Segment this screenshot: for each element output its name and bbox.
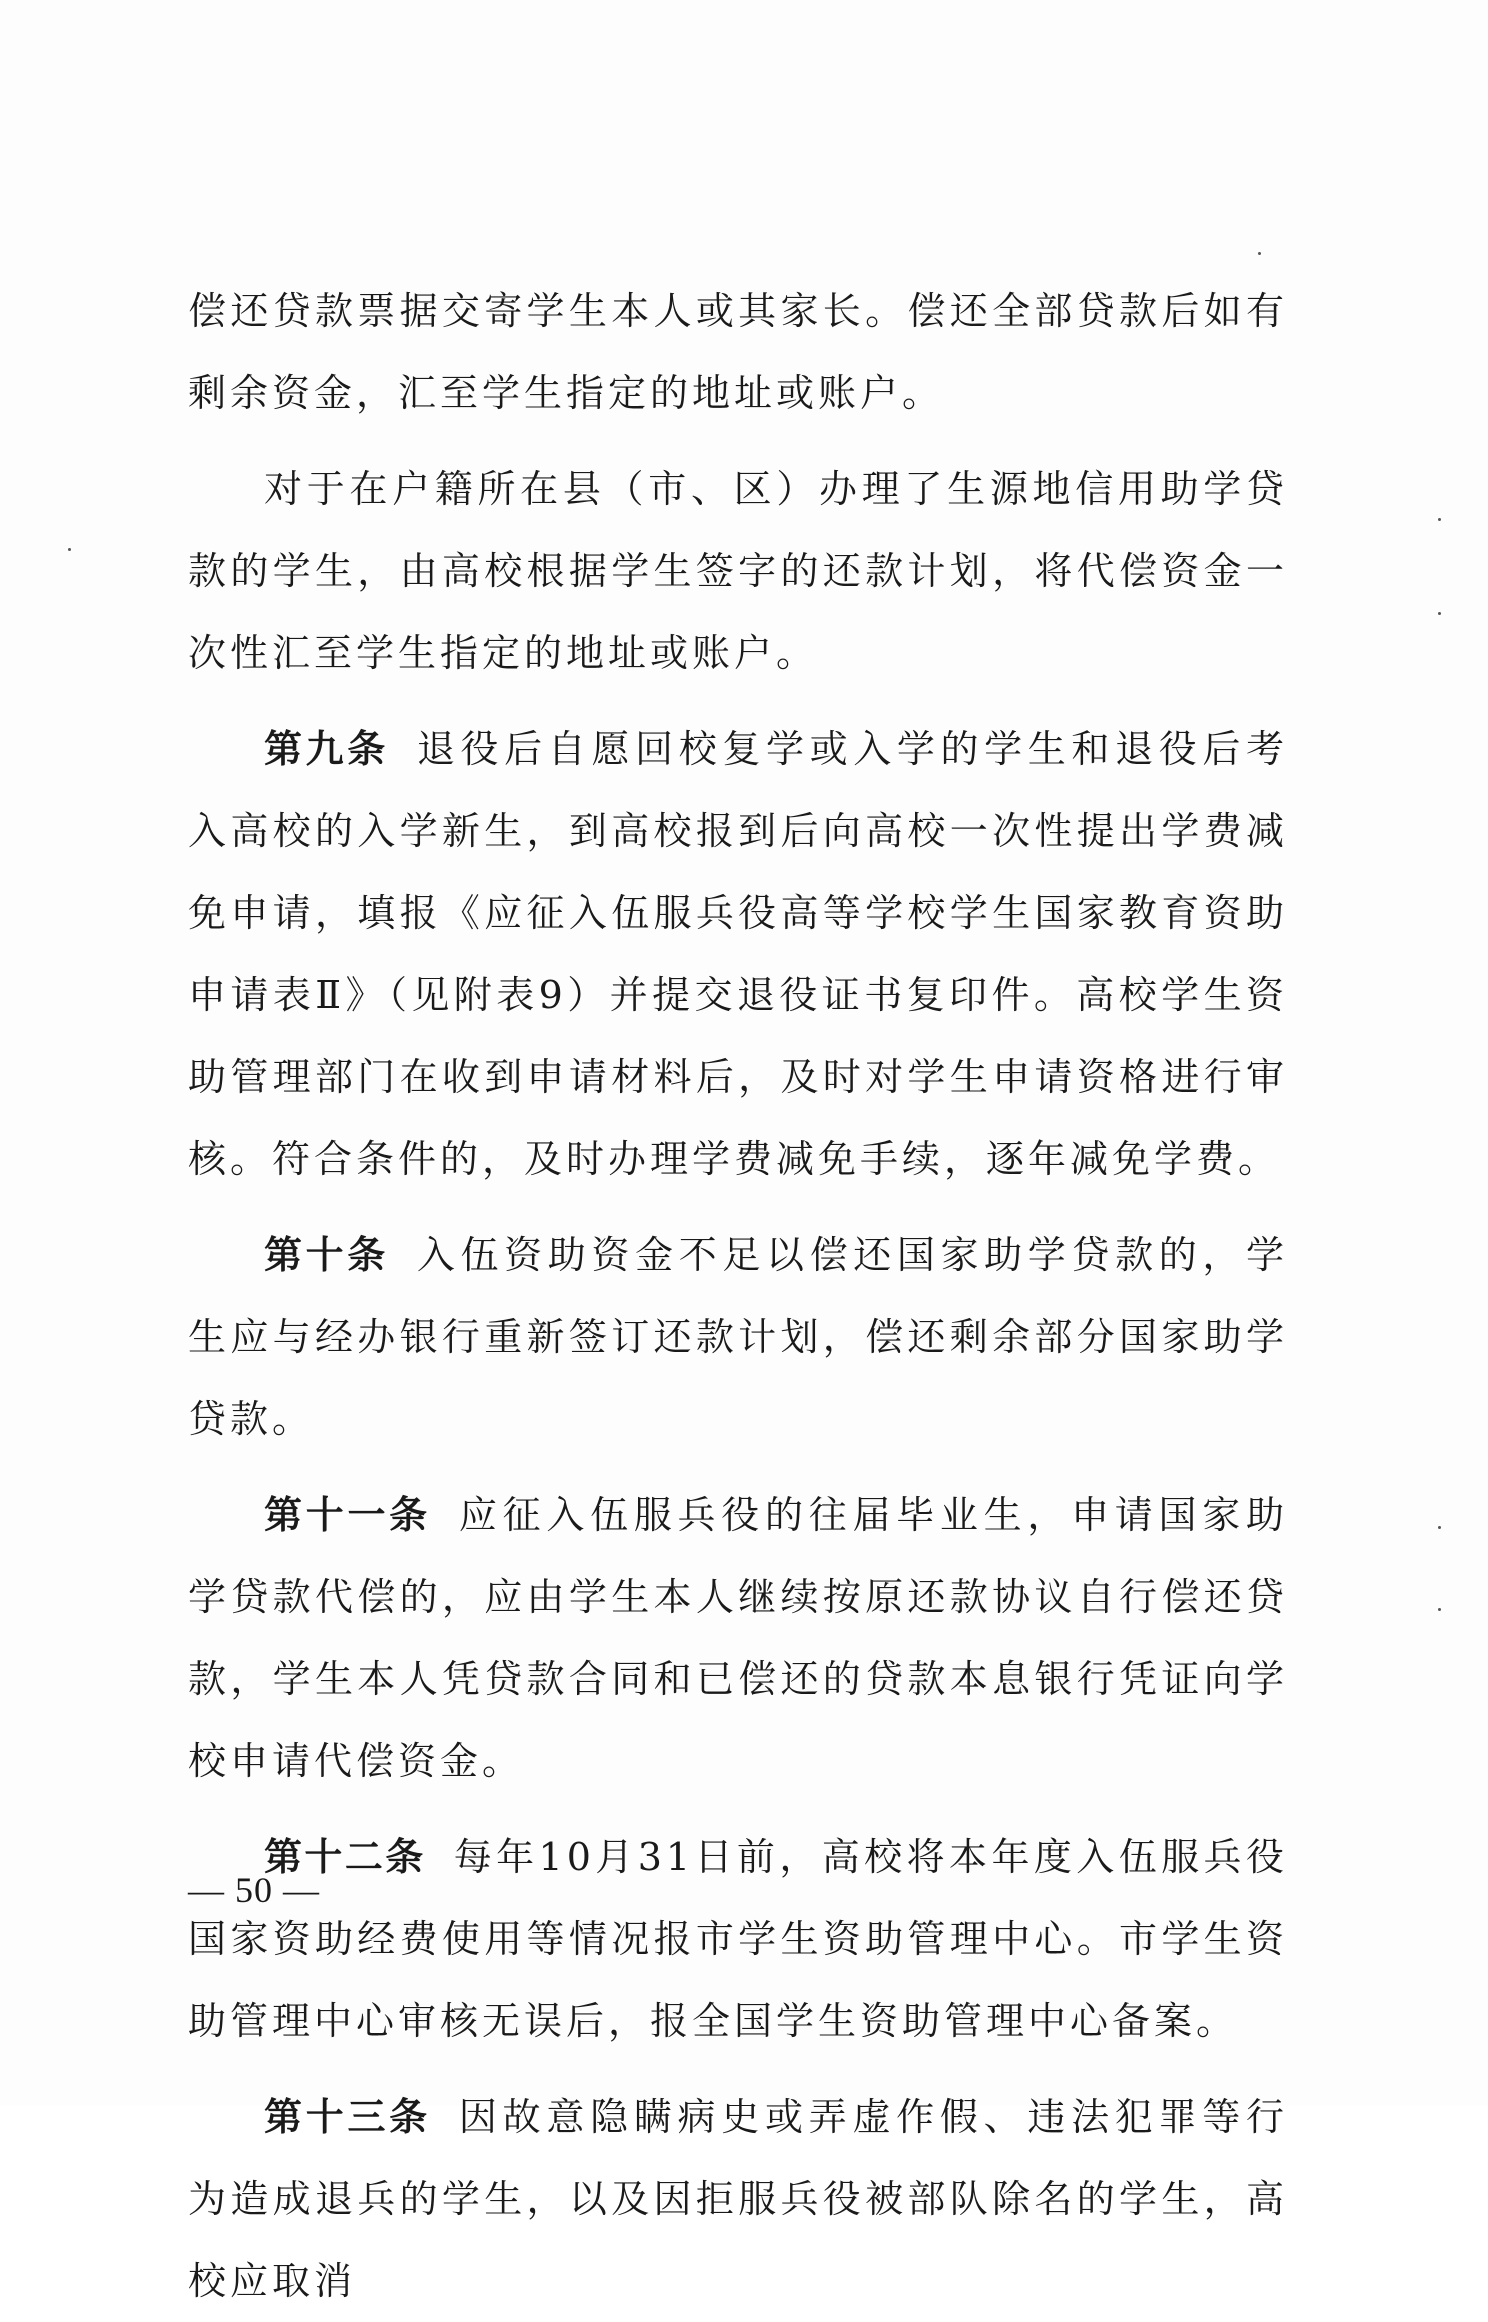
scan-speck — [1438, 1608, 1441, 1611]
paragraph-continued — [188, 270, 1288, 434]
article-heading: 第九条 — [264, 727, 389, 771]
paragraph-text: 偿还贷款票据交寄学生本人或其家长。偿还全部贷款后如有剩余资金，汇至学生指定的地址或账户。 — [188, 289, 1288, 415]
article-heading: 第十条 — [264, 1233, 389, 1277]
page-number: — 50 — — [188, 1870, 320, 1910]
scan-speck — [1438, 612, 1441, 615]
article-text: 每年10月31日前，高校将本年度入伍服兵役国家资助经费使用等情况报市学生资助管理中心。市学生资助管理中心审核无误后，报全国学生资助管理中心备案。 — [188, 1835, 1288, 2043]
article-10 — [188, 1214, 1288, 1460]
article-12 — [188, 1816, 1288, 2062]
article-text: 因故意隐瞒病史或弄虚作假、违法犯罪等行为造成退兵的学生，以及因拒服兵役被部队除名的学生，高校应取消 — [188, 2095, 1288, 2303]
article-13 — [188, 2076, 1288, 2322]
paragraph-text: 对于在户籍所在县（市、区）办理了生源地信用助学贷款的学生，由高校根据学生签字的还款计划，将代偿资金一次性汇至学生指定的地址或账户。 — [188, 467, 1288, 675]
article-heading: 第十二条 — [264, 1835, 426, 1879]
paragraph-local-loan — [188, 448, 1288, 694]
article-11 — [188, 1474, 1288, 1802]
scan-speck — [1258, 252, 1261, 255]
article-9 — [188, 708, 1288, 1200]
article-text: 退役后自愿回校复学或入学的学生和退役后考入高校的入学新生，到高校报到后向高校一次性提出学费减免申请，填报《应征入伍服兵役高等学校学生国家教育资助申请表Ⅱ》（见附表9）并提交退役证书复印件。高校学生资助管理部门在收到申请材料后，及时对学生申请资格进行审核。符合条件的，及时办理学费减免手续，逐年减免学费。 — [188, 727, 1288, 1181]
document-body — [188, 270, 1288, 2322]
article-heading: 第十三条 — [264, 2095, 431, 2139]
scan-speck — [1438, 1526, 1441, 1529]
scan-speck — [68, 548, 71, 551]
scan-speck — [1438, 518, 1441, 521]
article-text: 应征入伍服兵役的往届毕业生，申请国家助学贷款代偿的，应由学生本人继续按原还款协议自行偿还贷款，学生本人凭贷款合同和已偿还的贷款本息银行凭证向学校申请代偿资金。 — [188, 1493, 1288, 1783]
article-text: 入伍资助资金不足以偿还国家助学贷款的，学生应与经办银行重新签订还款计划，偿还剩余部分国家助学贷款。 — [188, 1233, 1288, 1441]
article-heading: 第十一条 — [264, 1493, 431, 1537]
